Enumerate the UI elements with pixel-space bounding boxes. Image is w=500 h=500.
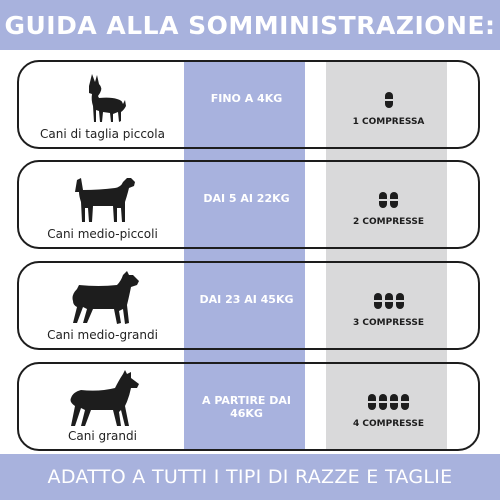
- pill-icon: [385, 293, 393, 309]
- dog-size-label: Cani medio-grandi: [47, 328, 158, 342]
- small-dog-icon: [59, 66, 149, 130]
- footer-banner: [0, 454, 500, 500]
- medium-small-dog-icon: [59, 166, 149, 230]
- weight-range: DAI 23 AI 45KG: [199, 293, 294, 306]
- dose-label: 2 COMPRESSE: [353, 217, 424, 227]
- dose-cell: [328, 263, 449, 348]
- dosage-row-small: [17, 60, 480, 149]
- weight-range: A PARTIRE DAI 46KG: [201, 394, 292, 420]
- pill-icon: [374, 293, 382, 309]
- dog-size-label: Cani medio-piccoli: [47, 227, 158, 241]
- pill-group: [328, 293, 449, 309]
- pill-icon: [379, 192, 387, 208]
- footer-text: ADATTO A TUTTI I TIPI DI RAZZE E TAGLIE: [47, 466, 453, 488]
- dog-cell: [19, 364, 186, 449]
- dose-cell: [328, 162, 449, 247]
- weight-range: DAI 5 AI 22KG: [203, 192, 290, 205]
- pill-icon: [390, 394, 398, 410]
- pill-icon: [396, 293, 404, 309]
- dog-cell: [19, 62, 186, 147]
- dosage-row-medium-small: [17, 160, 480, 249]
- pill-icon: [390, 192, 398, 208]
- page-title: GUIDA ALLA SOMMINISTRAZIONE:: [4, 10, 496, 40]
- medium-large-dog-icon: [59, 267, 149, 331]
- dosage-row-medium-large: [17, 261, 480, 350]
- pill-group: [328, 92, 449, 108]
- weight-range: FINO A 4KG: [210, 92, 283, 105]
- dog-size-label: Cani di taglia piccola: [40, 127, 165, 141]
- pill-icon: [368, 394, 376, 410]
- dose-cell: [328, 62, 449, 147]
- dose-label: 1 COMPRESSA: [352, 117, 425, 127]
- pill-icon: [401, 394, 409, 410]
- dose-label: 4 COMPRESSE: [353, 419, 424, 429]
- pill-icon: [379, 394, 387, 410]
- dose-label: 3 COMPRESSE: [353, 318, 424, 328]
- header-banner: [0, 0, 500, 50]
- pill-group: [328, 394, 449, 410]
- dog-cell: [19, 162, 186, 247]
- dose-cell: [328, 364, 449, 449]
- large-dog-icon: [59, 368, 149, 432]
- dog-cell: [19, 263, 186, 348]
- dog-size-label: Cani grandi: [68, 429, 137, 443]
- pill-icon: [385, 92, 393, 108]
- pill-group: [328, 192, 449, 208]
- dosage-row-large: [17, 362, 480, 451]
